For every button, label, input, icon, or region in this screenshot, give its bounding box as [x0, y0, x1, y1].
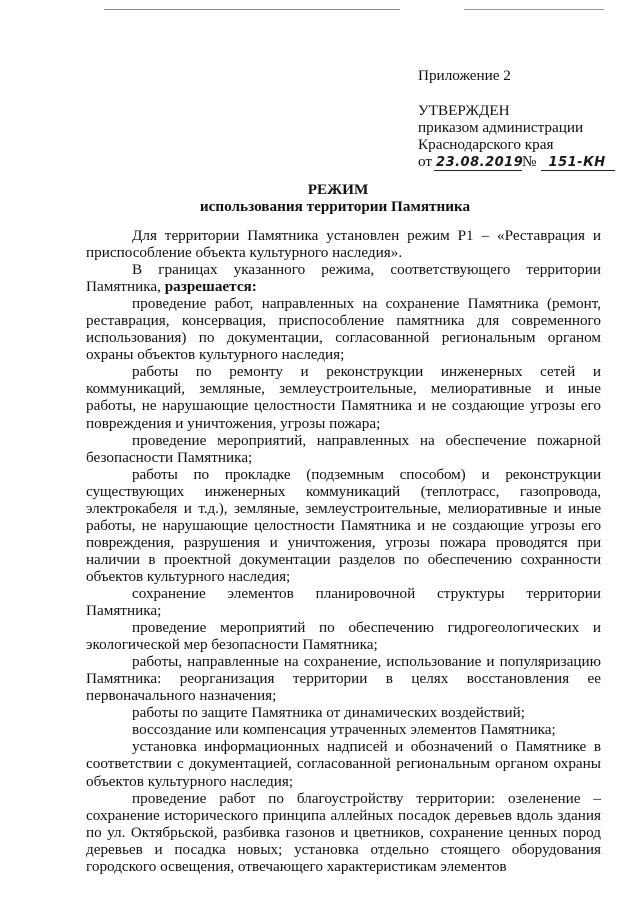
approved-by-line-1: приказом администрации: [418, 119, 584, 136]
paragraph-recreation-lost-elements: воссоздание или компенсация утраченных элементов Памятника;: [132, 721, 556, 739]
paragraph-landscaping: проведение работ по благоустройству территории: озеленение – сохранение исторического принципа аллейных посадок деревьев вдоль здания по ул. Октябрьской, разбивка газонов и цветников, сохранение ценных пород деревьев и посадка новых; установка отдельно стоящего оборудования городского освещения, отвечающего характеристикам элементов: [86, 789, 601, 875]
scan-top-rule: [104, 9, 400, 10]
paragraph-engineering-networks: работы по ремонту и реконструкции инженерных сетей и коммуникаций, земляные, землеустроительные, мелиоративные и иные работы, не нарушающие целостности Памятника и не создающие угрозы его повреждения и уничтожения, угрозы пожара;: [86, 363, 601, 432]
paragraph-utilities-laying: работы по прокладке (подземным способом) и реконструкции существующих инженерных коммуникаций (теплотрасс, газопровода, электрокабеля и т.д.), земляные, землеустроительные, мелиоративные и иные работы, не нарушающие целостности Памятника и не создающие угрозы его повреждения, разрушения и уничтожения, угрозы пожара проводятся при наличии в проектной документации разделов по обеспечению сохранности объектов культурного наследия;: [86, 465, 601, 585]
appendix-label: Приложение 2: [418, 67, 511, 84]
paragraph-regime-intro: Для территории Памятника установлен режим Р1 – «Реставрация и приспособление объекта культурного наследия».: [86, 227, 601, 262]
document-body: [86, 227, 601, 875]
approval-gap: [418, 84, 628, 102]
approval-block: [418, 67, 628, 171]
permitted-intro-text: В границах указанного режима, соответствующего территории Памятника,: [86, 261, 601, 296]
title-subtitle: использования территории Памятника: [199, 198, 471, 215]
order-from-prefix: от: [418, 153, 433, 170]
order-number-sign: №: [522, 153, 537, 170]
permitted-keyword: разрешается:: [164, 278, 257, 296]
approved-by-line-2: Краснодарского края: [418, 136, 554, 153]
paragraph-preservation-works: проведение работ, направленных на сохранение Памятника (ремонт, реставрация, консервация, приспособление памятника для современного использования) по документации, согласованной региональным органом охраны объектов культурного наследия;: [86, 295, 601, 364]
title-main: РЕЖИМ: [307, 181, 369, 198]
paragraph-fire-safety: проведение мероприятий, направленных на обеспечение пожарной безопасности Памятника;: [86, 431, 601, 466]
approved-heading: УТВЕРЖДЕН: [418, 102, 510, 119]
scan-top-rule-right: [464, 9, 604, 10]
paragraph-information-signs: установка информационных надписей и обозначений о Памятнике в соответствии с документацией, согласованной региональным органом охраны объектов культурного наследия;: [86, 738, 601, 790]
paragraph-dynamic-protection: работы по защите Памятника от динамических воздействий;: [132, 704, 525, 722]
order-reference: [418, 153, 628, 171]
paragraph-planning-structure: сохранение элементов планировочной структуры территории Памятника;: [86, 584, 601, 620]
order-date-handwritten: 23.08.2019: [436, 155, 524, 170]
document-title: [0, 181, 640, 215]
paragraph-permitted-intro: [86, 261, 601, 295]
paragraph-hydrogeological: проведение мероприятий по обеспечению гидрогеологических и экологической мер безопасности Памятника;: [86, 619, 601, 654]
order-number-handwritten: 151-КН: [541, 156, 615, 171]
paragraph-popularization: работы, направленные на сохранение, использование и популяризацию Памятника: реорганизация территории в целях восстановления ее первоначального назначения;: [86, 653, 601, 705]
